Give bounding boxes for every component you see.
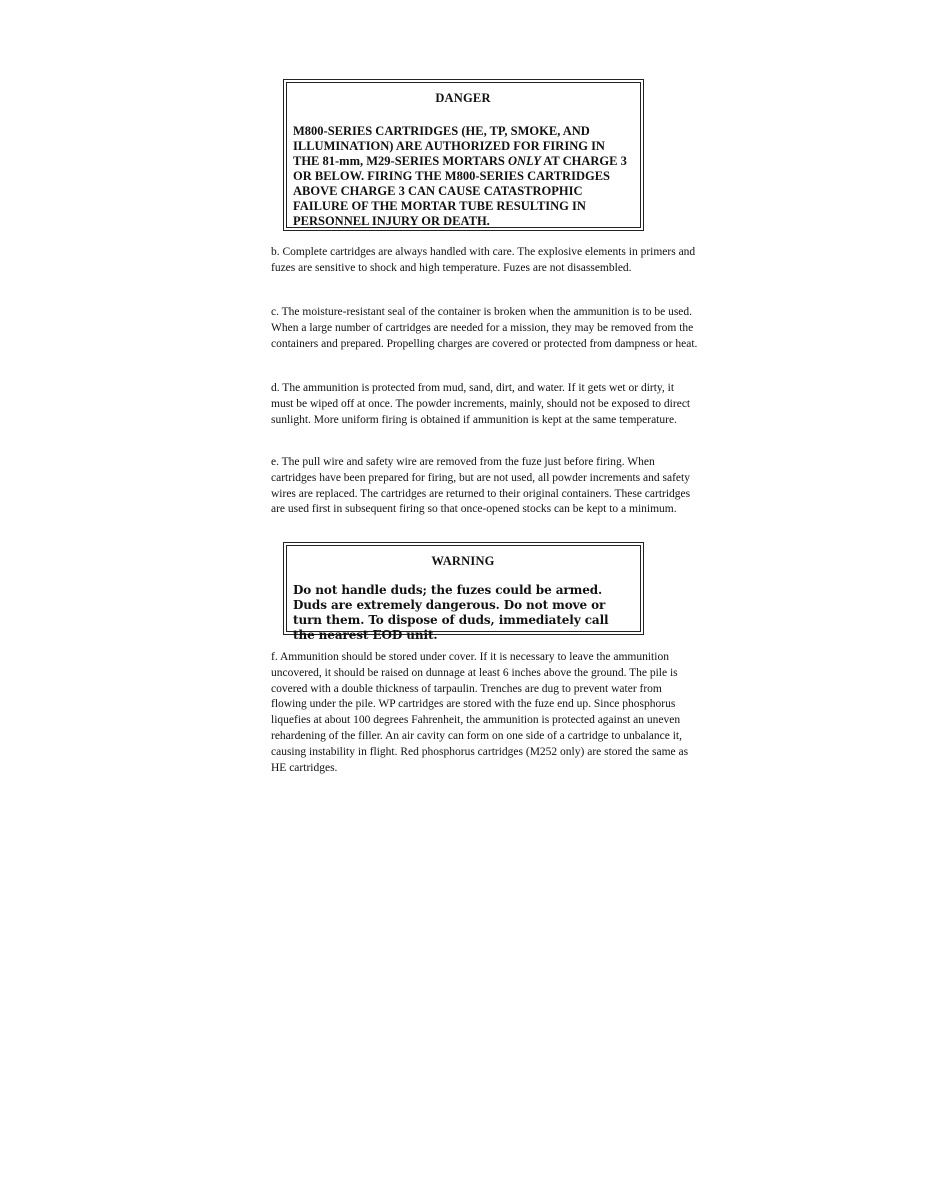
paragraph-b: b. Complete cartridges are always handled with care. The explosive elements in primers and fuzes are sensitive to shock and high temperature. Fuzes are not disassembled. bbox=[271, 246, 696, 274]
paragraph-c: c. The moisture-resistant seal of the container is broken when the ammunition is to be used. When a large number of cartridges are needed for a mission, they may be removed from the containers and prepared. Propelling charges are covered or protected from dampness or heat. bbox=[271, 306, 698, 350]
danger-text-end: AT CHARGE 3 OR BELOW. FIRING THE M800-SERIES CARTRIDGES ABOVE CHARGE 3 CAN CAUSE CATASTROPHIC FAILURE OF THE MORTAR TUBE RESULTING IN PERSONNEL INJURY OR DEATH. bbox=[293, 154, 627, 228]
warning-title: WARNING bbox=[431, 554, 495, 568]
warning-notice-box bbox=[283, 542, 644, 642]
danger-text-start: M800-SERIES CARTRIDGES (HE, TP, SMOKE, AND ILLUMINATION) ARE AUTHORIZED FOR FIRING IN THE 81-mm, M29-SERIES MORTARS bbox=[293, 124, 605, 168]
paragraph-e: e. The pull wire and safety wire are removed from the fuze just before firing. When cartridges have been prepared for firing, but are not used, all powder increments and safety wires are replaced. The cartridges are returned to their original containers. These cartridges are used first in subsequent firing so that once-opened stocks can be kept to a minimum. bbox=[271, 456, 691, 516]
paragraph-d: d. The ammunition is protected from mud, sand, dirt, and water. If it gets wet or dirty, it must be wiped off at once. The powder increments, mainly, should not be exposed to direct sunlight. More uniform firing is obtained if ammunition is kept at the same temperature. bbox=[271, 382, 691, 426]
danger-notice-box bbox=[283, 79, 644, 231]
paragraph-f: f. Ammunition should be stored under cover. If it is necessary to leave the ammunition uncovered, it should be raised on dunnage at least 6 inches above the ground. The pile is covered with a double thickness of tarpaulin. Trenches are dug to prevent water from flowing under the pile. WP cartridges are stored with the fuze end up. Since phosphorus liquefies at about 100 degrees Fahrenheit, the ammunition is protected against an uneven rehardening of the filler. An air cavity can form on one side of a cartridge to unbalance it, causing instability in flight. Red phosphorus cartridges (M252 only) are stored the same as HE cartridges. bbox=[271, 651, 689, 774]
danger-text-emphasis: ONLY bbox=[507, 154, 541, 168]
danger-text bbox=[293, 124, 633, 229]
warning-text: Do not handle duds; the fuzes could be armed. Duds are extremely dangerous. Do not move or turn them. To dispose of duds, immediately call the nearest EOD unit. bbox=[293, 583, 609, 642]
danger-title: DANGER bbox=[435, 91, 491, 105]
